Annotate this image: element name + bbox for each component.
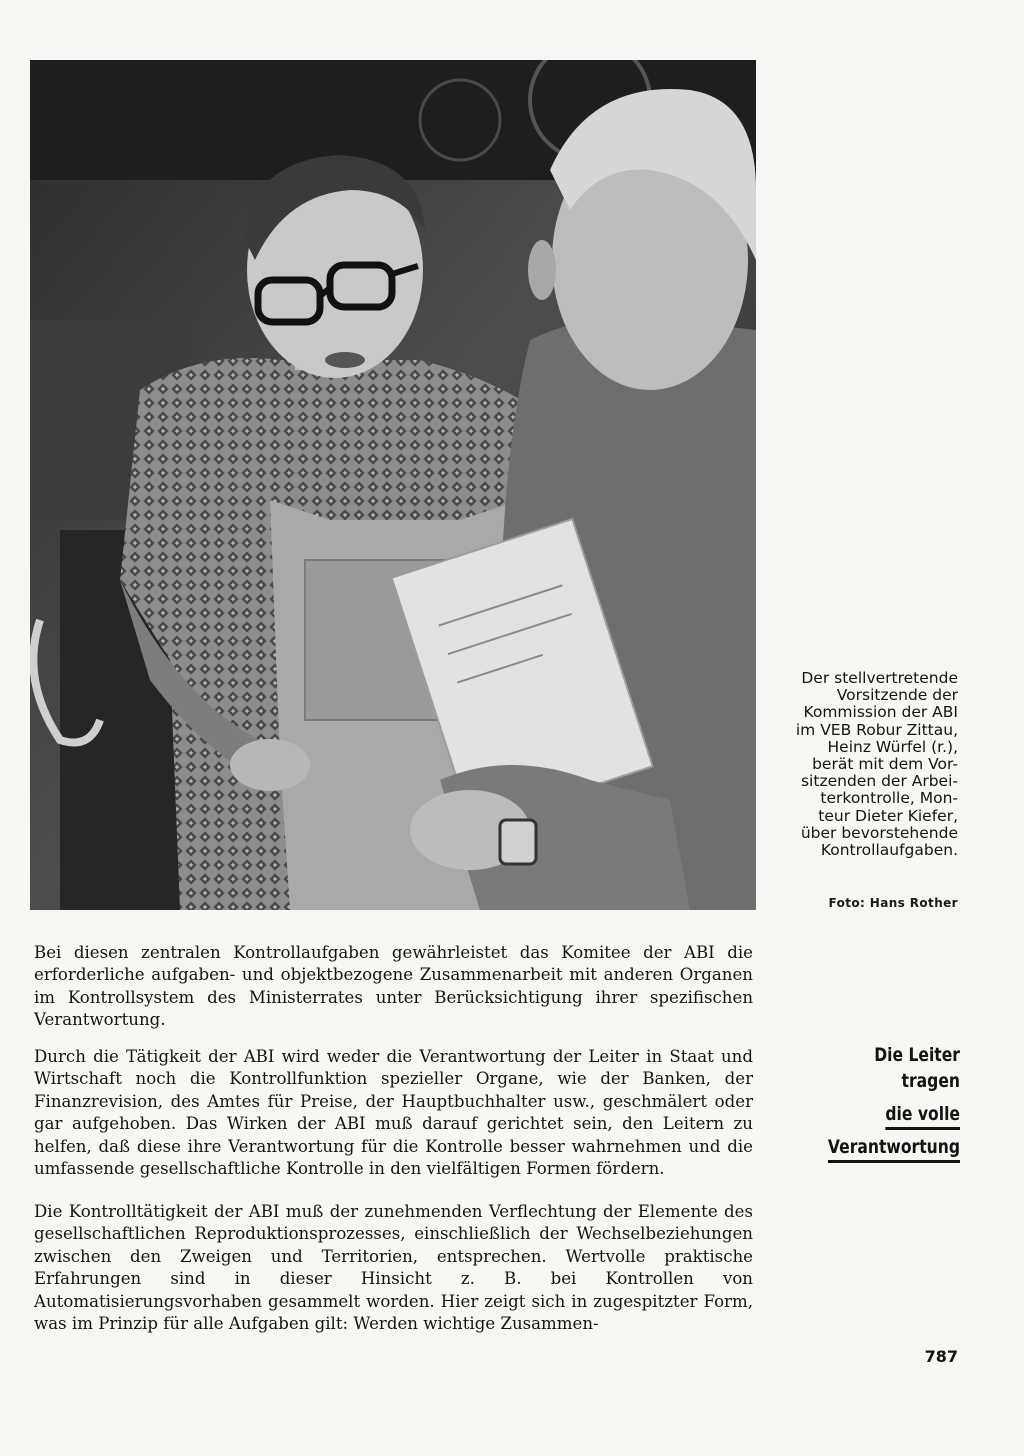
- caption-line: teur Dieter Kiefer,: [818, 806, 958, 825]
- caption-line: sitzenden der Arbei-: [800, 772, 958, 791]
- caption-line: Vorsitzende der: [836, 686, 958, 705]
- photo: [30, 60, 756, 910]
- paragraph-text: Bei diesen zentralen Kontrollaufgaben gewährleistet das Komitee der ABI die erforderliche aufgaben- und objektbezogene Zusammenarbeit mit anderen Organen im Kontrollsystem des Ministerrates unter Berücksichtigung ihrer spezifischen Verantwortung.: [34, 943, 753, 1030]
- paragraph-text: Die Kontrolltätigkeit der ABI muß der zunehmenden Verflechtung der Elemente des gesellschaftlichen Reproduktionsprozesses, einschließlich der Wechselbeziehungen zwischen den Zweigen und Territorien, entsprechen. Wertvolle praktische Erfahrungen sind in dieser Hinsicht z. B. bei Kontrollen von Automatisierungsvorhaben gesammelt worden. Hier zeigt sich in zugespitzter Form, was im Prinzip für alle Aufgaben gilt: Werden wichtige Zusammen-: [34, 1202, 753, 1334]
- caption-line: über bevorstehende: [800, 823, 958, 842]
- body-paragraph-2: [34, 1046, 753, 1180]
- caption-line: Heinz Würfel (r.),: [827, 737, 958, 756]
- side-heading-line-1: Die Leiter tragen: [874, 1044, 960, 1092]
- caption-line: Kontrollaufgaben.: [820, 841, 958, 860]
- photo-credit: Foto: Hans Rother: [828, 896, 958, 910]
- caption-line: berät mit dem Vor-: [812, 755, 958, 774]
- photo-illustration: [30, 60, 756, 910]
- caption-line: Der stellvertretende: [801, 669, 958, 687]
- side-heading-line-3: Verantwortung: [828, 1134, 960, 1163]
- photo-caption: [760, 670, 958, 859]
- page-number: 787: [924, 1347, 958, 1366]
- caption-line: terkontrolle, Mon-: [820, 789, 958, 808]
- body-paragraph-3: [34, 1201, 753, 1335]
- paragraph-text: Durch die Tätigkeit der ABI wird weder die Verantwortung der Leiter in Staat und Wirtschaft noch die Kontrollfunktion spezieller Organe, wie der Banken, der Finanzrevision, des Amtes für Preise, der Hauptbuchhalter usw., geschmälert oder gar aufgehoben. Das Wirken der ABI muß darauf gerichtet sein, den Leitern zu helfen, daß diese ihre Verantwortung für die Kontrolle besser wahrnehmen und die umfassende gesellschaftliche Kontrolle in den vielfältigen Formen fördern.: [34, 1047, 753, 1179]
- side-heading-line-2: die volle: [885, 1101, 960, 1130]
- body-paragraph-1: [34, 942, 753, 1032]
- caption-line: im VEB Robur Zittau,: [795, 720, 958, 739]
- side-heading: [811, 1042, 960, 1164]
- caption-line: Kommission der ABI: [803, 703, 958, 722]
